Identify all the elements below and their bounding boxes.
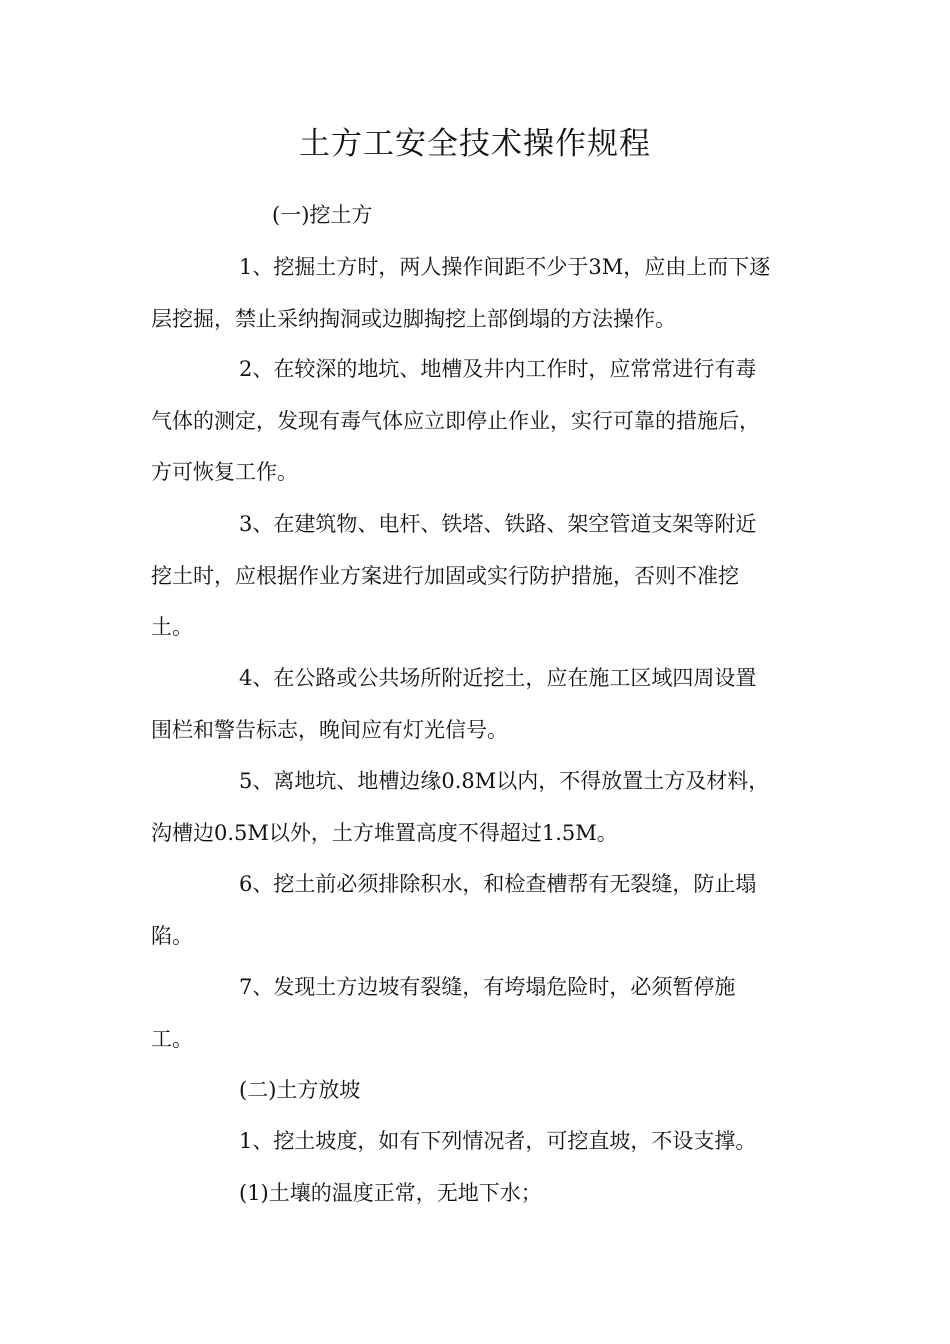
paragraph-line: 挖土时，应根据作业方案进行加固或实行防护措施，否则不准挖 (151, 564, 739, 588)
paragraph-line: 5、离地坑、地槽边缘0.8M以内，不得放置土方及材料， (239, 769, 770, 793)
paragraph-line: 1、挖掘土方时，两人操作间距不少于3M，应由上而下逐 (239, 255, 771, 279)
paragraph-line: 层挖掘，禁止采纳掏洞或边脚掏挖上部倒塌的方法操作。 (151, 307, 676, 331)
paragraph-line: 6、挖土前必须排除积水，和检查槽帮有无裂缝，防止塌 (239, 872, 757, 896)
section-heading-text: (二)土方放坡 (239, 1078, 361, 1102)
paragraph-line: 1、挖土坡度，如有下列情况者，可挖直坡，不设支撑。 (239, 1129, 757, 1153)
paragraph-line: 3、在建筑物、电杆、铁塔、铁路、架空管道支架等附近 (239, 512, 757, 536)
paragraph-line: 沟槽边0.5M以外，土方堆置高度不得超过1.5M。 (151, 821, 618, 845)
paragraph-line: 围栏和警告标志，晚间应有灯光信号。 (151, 718, 508, 742)
paragraph-line: 工。 (151, 1027, 193, 1051)
paragraph-line: 方可恢复工作。 (151, 460, 298, 484)
paragraph-line: 土。 (151, 615, 193, 639)
paragraph-line: (1)土壤的温度正常，无地下水； (239, 1181, 542, 1205)
paragraph-line: 7、发现土方边坡有裂缝，有垮塌危险时，必须暂停施 (239, 975, 736, 999)
paragraph-line: 2、在较深的地坑、地槽及井内工作时，应常常进行有毒 (239, 357, 757, 381)
section-heading-text: (一)挖土方 (272, 203, 373, 227)
document-title: 土方工安全技术操作规程 (299, 126, 651, 162)
paragraph-line: 4、在公路或公共场所附近挖土，应在施工区域四周设置 (239, 666, 757, 690)
paragraph-line: 陷。 (151, 924, 193, 948)
paragraph-line: 气体的测定，发现有毒气体应立即停止作业，实行可靠的措施后， (151, 409, 760, 433)
